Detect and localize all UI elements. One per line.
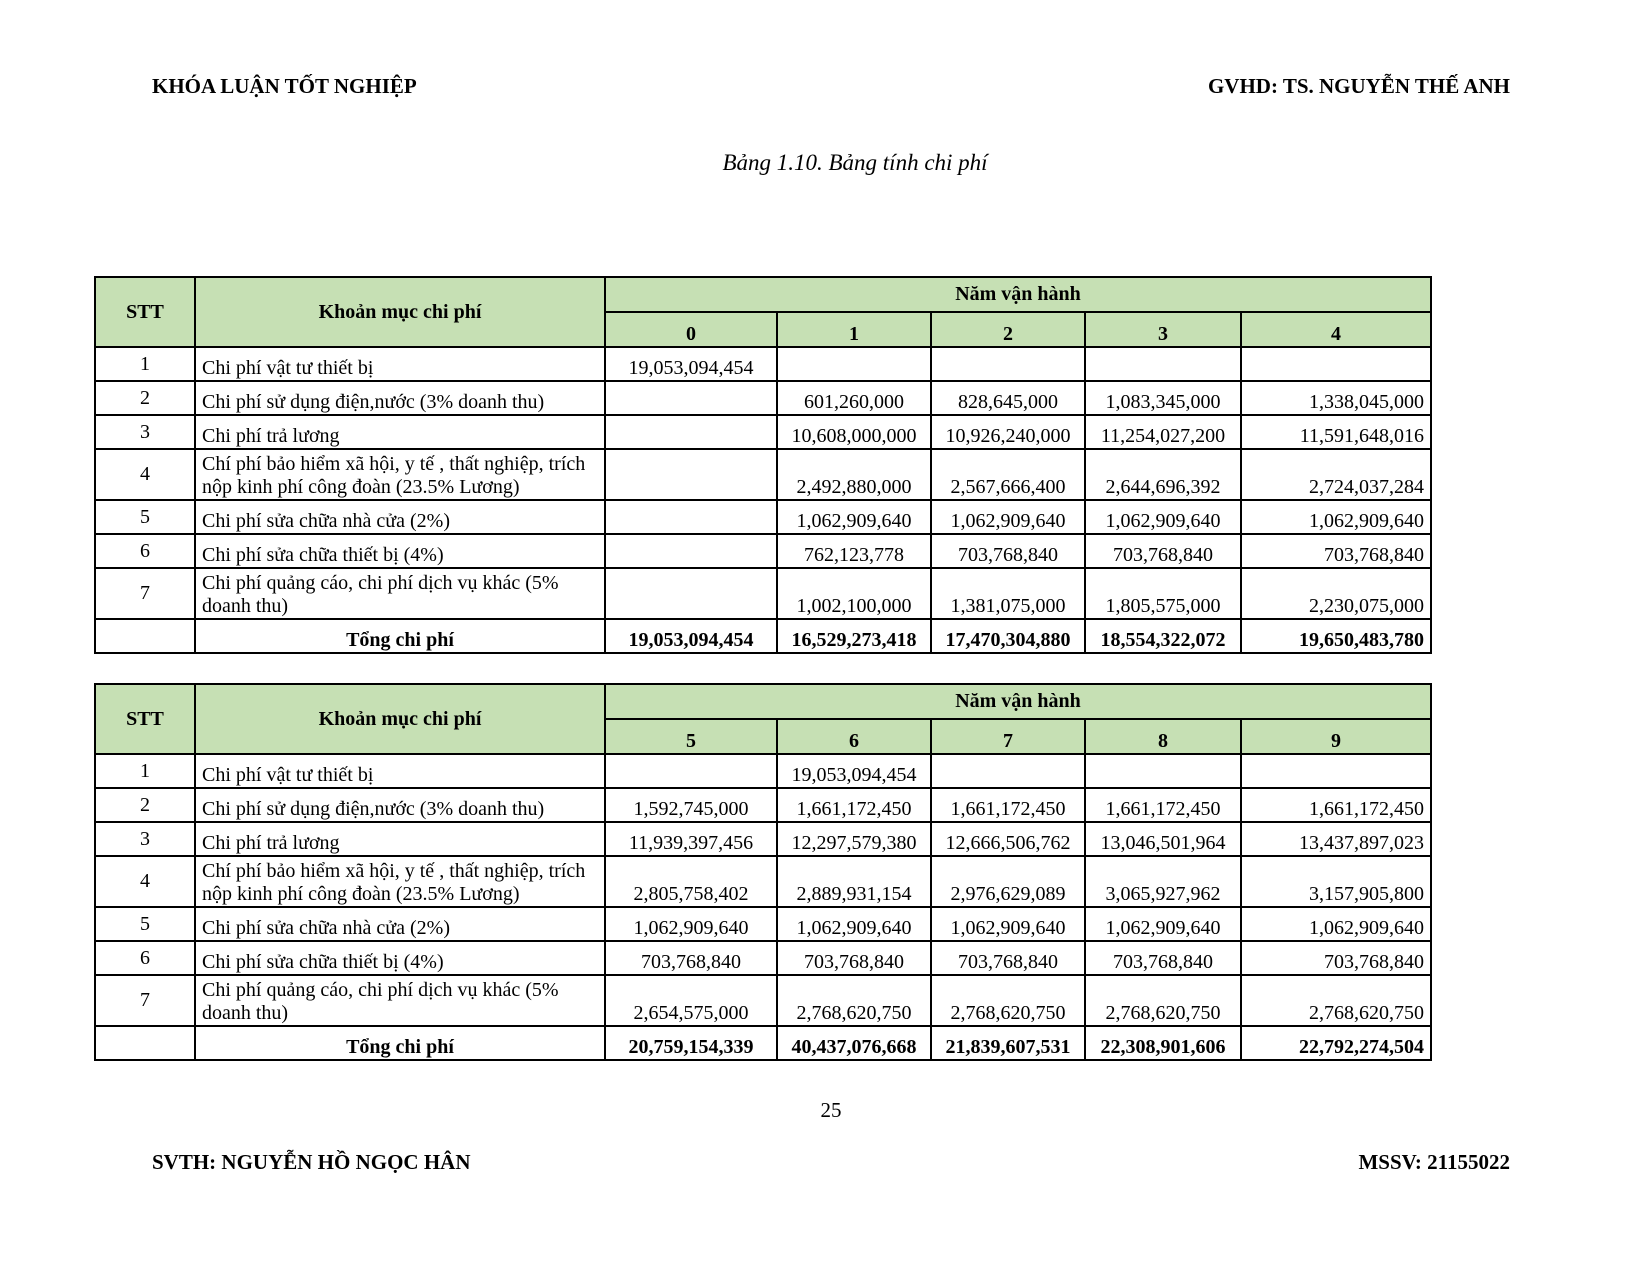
row-cost-item: Chí phí bảo hiểm xã hội, y tế , thất nghiệp, trích nộp kinh phí công đoàn (23.5% Lương) <box>195 856 605 907</box>
cost-value-cell: 1,661,172,450 <box>777 788 931 822</box>
cost-value-cell: 703,768,840 <box>1085 534 1241 568</box>
row-stt: 3 <box>95 822 195 856</box>
row-stt: 1 <box>95 347 195 381</box>
cost-value-cell: 1,661,172,450 <box>1085 788 1241 822</box>
row-cost-item: Chi phí quảng cáo, chi phí dịch vụ khác (5% doanh thu) <box>195 568 605 619</box>
cost-value-cell: 1,062,909,640 <box>1241 907 1431 941</box>
cost-value-cell <box>605 449 777 500</box>
cost-value-cell: 2,768,620,750 <box>777 975 931 1026</box>
cost-value-cell <box>931 754 1085 788</box>
cost-value-cell <box>605 534 777 568</box>
row-stt: 4 <box>95 856 195 907</box>
row-cost-item: Chi phí sửa chữa thiết bị (4%) <box>195 941 605 975</box>
row-stt: 5 <box>95 500 195 534</box>
cost-value-cell <box>931 347 1085 381</box>
total-value-cell: 19,053,094,454 <box>605 619 777 653</box>
header-year: 7 <box>931 719 1085 754</box>
cost-table-years-5-9 <box>94 683 1432 1061</box>
total-value-cell: 22,792,274,504 <box>1241 1026 1431 1060</box>
cost-value-cell <box>605 754 777 788</box>
cost-value-cell: 2,768,620,750 <box>1085 975 1241 1026</box>
cost-value-cell: 828,645,000 <box>931 381 1085 415</box>
header-advisor: GVHD: TS. NGUYỄN THẾ ANH <box>1207 74 1510 98</box>
cost-value-cell: 12,297,579,380 <box>777 822 931 856</box>
total-value-cell: 22,308,901,606 <box>1085 1026 1241 1060</box>
cost-value-cell: 1,062,909,640 <box>605 907 777 941</box>
cost-value-cell: 1,062,909,640 <box>777 500 931 534</box>
table-row <box>95 500 1431 534</box>
row-stt: 6 <box>95 941 195 975</box>
cost-value-cell: 12,666,506,762 <box>931 822 1085 856</box>
cost-value-cell: 1,083,345,000 <box>1085 381 1241 415</box>
cost-value-cell: 703,768,840 <box>931 941 1085 975</box>
cost-value-cell: 2,654,575,000 <box>605 975 777 1026</box>
table-row <box>95 381 1431 415</box>
table-row <box>95 534 1431 568</box>
row-stt: 7 <box>95 568 195 619</box>
total-stt-empty <box>95 1026 195 1060</box>
row-cost-item: Chi phí sửa chữa thiết bị (4%) <box>195 534 605 568</box>
table-row <box>95 856 1431 907</box>
total-label: Tổng chi phí <box>195 619 605 653</box>
row-cost-item: Chi phí vật tư thiết bị <box>195 754 605 788</box>
cost-value-cell: 703,768,840 <box>931 534 1085 568</box>
cost-value-cell: 1,062,909,640 <box>931 907 1085 941</box>
table-row <box>95 347 1431 381</box>
header-operating-years: Năm vận hành <box>605 277 1431 312</box>
table-row <box>95 568 1431 619</box>
total-value-cell: 18,554,322,072 <box>1085 619 1241 653</box>
cost-value-cell: 1,592,745,000 <box>605 788 777 822</box>
cost-value-cell: 2,567,666,400 <box>931 449 1085 500</box>
table-row <box>95 975 1431 1026</box>
total-value-cell: 20,759,154,339 <box>605 1026 777 1060</box>
cost-value-cell: 1,661,172,450 <box>931 788 1085 822</box>
table-row <box>95 941 1431 975</box>
cost-value-cell: 601,260,000 <box>777 381 931 415</box>
cost-value-cell: 1,062,909,640 <box>1085 500 1241 534</box>
cost-value-cell <box>1241 347 1431 381</box>
footer-student: SVTH: NGUYỄN HỒ NGỌC HÂN <box>152 1150 471 1174</box>
row-cost-item: Chi phí vật tư thiết bị <box>195 347 605 381</box>
table-row <box>95 822 1431 856</box>
cost-value-cell: 11,939,397,456 <box>605 822 777 856</box>
cost-value-cell: 2,724,037,284 <box>1241 449 1431 500</box>
table-row <box>95 754 1431 788</box>
cost-value-cell: 13,437,897,023 <box>1241 822 1431 856</box>
header-year: 8 <box>1085 719 1241 754</box>
cost-value-cell: 2,889,931,154 <box>777 856 931 907</box>
row-stt: 1 <box>95 754 195 788</box>
cost-value-cell: 2,768,620,750 <box>931 975 1085 1026</box>
total-row <box>95 619 1431 653</box>
cost-value-cell: 10,926,240,000 <box>931 415 1085 449</box>
cost-value-cell: 13,046,501,964 <box>1085 822 1241 856</box>
cost-value-cell: 1,002,100,000 <box>777 568 931 619</box>
total-value-cell: 16,529,273,418 <box>777 619 931 653</box>
table-row <box>95 415 1431 449</box>
cost-value-cell: 1,062,909,640 <box>1241 500 1431 534</box>
header-year: 9 <box>1241 719 1431 754</box>
cost-value-cell: 703,768,840 <box>1085 941 1241 975</box>
cost-value-cell: 703,768,840 <box>1241 534 1431 568</box>
row-cost-item: Chí phí bảo hiểm xã hội, y tế , thất nghiệp, trích nộp kinh phí công đoàn (23.5% Lương) <box>195 449 605 500</box>
row-cost-item: Chi phí sửa chữa nhà cửa (2%) <box>195 500 605 534</box>
header-stt: STT <box>95 684 195 754</box>
total-value-cell: 40,437,076,668 <box>777 1026 931 1060</box>
row-cost-item: Chi phí trả lương <box>195 822 605 856</box>
cost-value-cell: 2,768,620,750 <box>1241 975 1431 1026</box>
table-caption: Bảng 1.10. Bảng tính chi phí <box>722 150 988 175</box>
header-year: 4 <box>1241 312 1431 347</box>
row-stt: 2 <box>95 381 195 415</box>
cost-value-cell: 3,065,927,962 <box>1085 856 1241 907</box>
footer-student-id: MSSV: 21155022 <box>1358 1150 1510 1174</box>
cost-value-cell: 2,644,696,392 <box>1085 449 1241 500</box>
table-row <box>95 788 1431 822</box>
cost-value-cell <box>777 347 931 381</box>
cost-value-cell: 2,976,629,089 <box>931 856 1085 907</box>
header-year: 5 <box>605 719 777 754</box>
cost-value-cell: 1,381,075,000 <box>931 568 1085 619</box>
cost-value-cell <box>1085 754 1241 788</box>
header-year: 1 <box>777 312 931 347</box>
row-stt: 2 <box>95 788 195 822</box>
row-cost-item: Chi phí sử dụng điện,nước (3% doanh thu) <box>195 381 605 415</box>
cost-value-cell <box>605 568 777 619</box>
cost-value-cell: 2,230,075,000 <box>1241 568 1431 619</box>
cost-value-cell: 1,661,172,450 <box>1241 788 1431 822</box>
cost-value-cell: 1,805,575,000 <box>1085 568 1241 619</box>
header-year: 3 <box>1085 312 1241 347</box>
header-year: 6 <box>777 719 931 754</box>
cost-value-cell: 10,608,000,000 <box>777 415 931 449</box>
total-label: Tổng chi phí <box>195 1026 605 1060</box>
header-stt: STT <box>95 277 195 347</box>
page-number: 25 <box>820 1098 842 1122</box>
cost-table-years-0-4 <box>94 276 1432 654</box>
row-cost-item: Chi phí quảng cáo, chi phí dịch vụ khác (5% doanh thu) <box>195 975 605 1026</box>
total-value-cell: 21,839,607,531 <box>931 1026 1085 1060</box>
header-cost-item: Khoản mục chi phí <box>195 277 605 347</box>
header-thesis-title: KHÓA LUẬN TỐT NGHIỆP <box>152 74 417 98</box>
row-cost-item: Chi phí trả lương <box>195 415 605 449</box>
total-value-cell: 17,470,304,880 <box>931 619 1085 653</box>
cost-value-cell: 19,053,094,454 <box>605 347 777 381</box>
cost-value-cell <box>605 500 777 534</box>
total-row <box>95 1026 1431 1060</box>
cost-value-cell: 19,053,094,454 <box>777 754 931 788</box>
cost-value-cell: 11,254,027,200 <box>1085 415 1241 449</box>
cost-value-cell: 762,123,778 <box>777 534 931 568</box>
cost-value-cell: 1,062,909,640 <box>1085 907 1241 941</box>
cost-value-cell: 703,768,840 <box>605 941 777 975</box>
table-row <box>95 449 1431 500</box>
cost-value-cell: 703,768,840 <box>777 941 931 975</box>
row-stt: 7 <box>95 975 195 1026</box>
cost-value-cell: 1,062,909,640 <box>777 907 931 941</box>
row-stt: 5 <box>95 907 195 941</box>
cost-value-cell: 1,062,909,640 <box>931 500 1085 534</box>
cost-value-cell: 11,591,648,016 <box>1241 415 1431 449</box>
cost-value-cell <box>605 415 777 449</box>
header-year: 2 <box>931 312 1085 347</box>
cost-value-cell: 1,338,045,000 <box>1241 381 1431 415</box>
total-value-cell: 19,650,483,780 <box>1241 619 1431 653</box>
total-stt-empty <box>95 619 195 653</box>
cost-value-cell: 703,768,840 <box>1241 941 1431 975</box>
row-cost-item: Chi phí sử dụng điện,nước (3% doanh thu) <box>195 788 605 822</box>
header-operating-years: Năm vận hành <box>605 684 1431 719</box>
cost-value-cell: 2,805,758,402 <box>605 856 777 907</box>
cost-value-cell: 3,157,905,800 <box>1241 856 1431 907</box>
header-year: 0 <box>605 312 777 347</box>
table-row <box>95 907 1431 941</box>
header-cost-item: Khoản mục chi phí <box>195 684 605 754</box>
row-cost-item: Chi phí sửa chữa nhà cửa (2%) <box>195 907 605 941</box>
row-stt: 6 <box>95 534 195 568</box>
cost-value-cell <box>605 381 777 415</box>
row-stt: 3 <box>95 415 195 449</box>
row-stt: 4 <box>95 449 195 500</box>
cost-value-cell <box>1085 347 1241 381</box>
cost-value-cell <box>1241 754 1431 788</box>
cost-value-cell: 2,492,880,000 <box>777 449 931 500</box>
